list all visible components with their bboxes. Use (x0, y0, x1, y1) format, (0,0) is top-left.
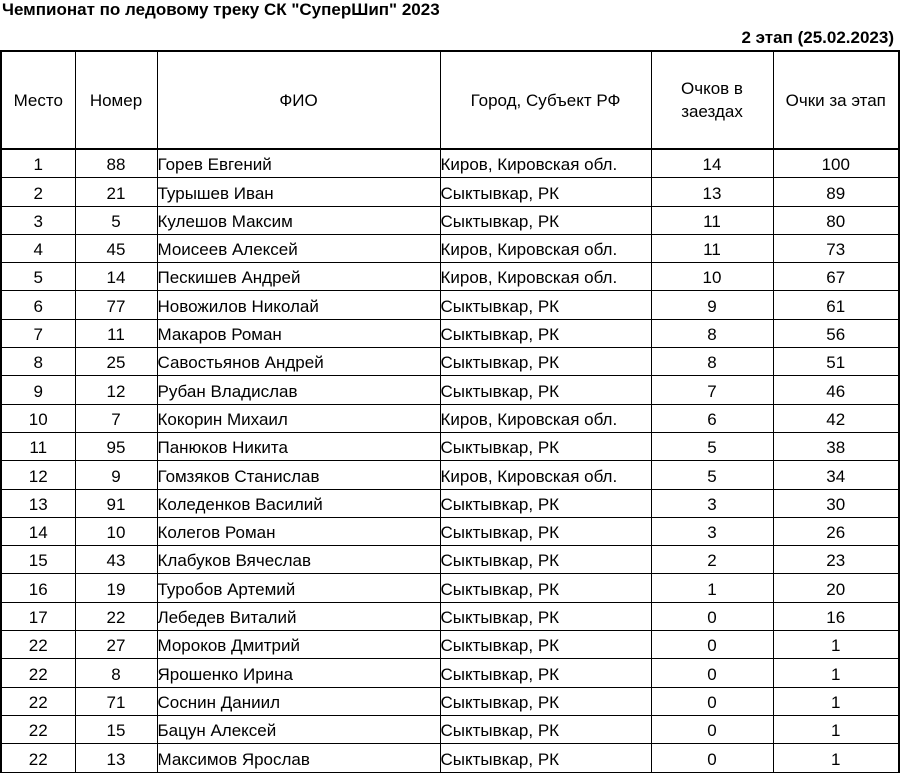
cell-stage-points: 56 (773, 319, 899, 347)
table-row (1, 376, 899, 404)
cell-stage-points: 16 (773, 602, 899, 630)
cell-name: Новожилов Николай (157, 291, 440, 319)
cell-city: Сыктывкар, РК (440, 715, 651, 743)
cell-city: Сыктывкар, РК (440, 602, 651, 630)
cell-race-points: 2 (651, 546, 773, 574)
stage-date: 2 этап (25.02.2023) (741, 28, 894, 47)
cell-place: 1 (1, 149, 75, 178)
cell-stage-points: 1 (773, 744, 899, 772)
table-row (1, 574, 899, 602)
cell-number: 15 (75, 715, 157, 743)
cell-city: Сыктывкар, РК (440, 659, 651, 687)
cell-place: 2 (1, 178, 75, 206)
cell-race-points: 10 (651, 263, 773, 291)
cell-stage-points: 20 (773, 574, 899, 602)
table-row (1, 404, 899, 432)
results-table (0, 50, 900, 773)
cell-name: Кокорин Михаил (157, 404, 440, 432)
cell-number: 7 (75, 404, 157, 432)
cell-race-points: 14 (651, 149, 773, 178)
cell-race-points: 0 (651, 659, 773, 687)
cell-stage-points: 34 (773, 461, 899, 489)
cell-stage-points: 61 (773, 291, 899, 319)
cell-city: Сыктывкар, РК (440, 744, 651, 772)
cell-race-points: 8 (651, 348, 773, 376)
cell-city: Киров, Кировская обл. (440, 234, 651, 262)
table-row (1, 744, 899, 772)
table-row (1, 631, 899, 659)
cell-name: Лебедев Виталий (157, 602, 440, 630)
cell-city: Киров, Кировская обл. (440, 461, 651, 489)
cell-number: 27 (75, 631, 157, 659)
cell-place: 22 (1, 715, 75, 743)
cell-city: Сыктывкар, РК (440, 291, 651, 319)
cell-number: 5 (75, 206, 157, 234)
cell-place: 7 (1, 319, 75, 347)
cell-place: 11 (1, 432, 75, 460)
cell-stage-points: 67 (773, 263, 899, 291)
cell-place: 16 (1, 574, 75, 602)
cell-stage-points: 1 (773, 659, 899, 687)
cell-city: Сыктывкар, РК (440, 376, 651, 404)
cell-name: Горев Евгений (157, 149, 440, 178)
cell-number: 14 (75, 263, 157, 291)
cell-number: 45 (75, 234, 157, 262)
cell-number: 11 (75, 319, 157, 347)
cell-place: 8 (1, 348, 75, 376)
cell-race-points: 3 (651, 517, 773, 545)
table-row (1, 489, 899, 517)
cell-stage-points: 1 (773, 715, 899, 743)
cell-stage-points: 100 (773, 149, 899, 178)
cell-number: 13 (75, 744, 157, 772)
cell-number: 77 (75, 291, 157, 319)
cell-place: 22 (1, 659, 75, 687)
table-row (1, 546, 899, 574)
cell-number: 21 (75, 178, 157, 206)
cell-place: 4 (1, 234, 75, 262)
cell-name: Турышев Иван (157, 178, 440, 206)
cell-race-points: 0 (651, 687, 773, 715)
table-row (1, 517, 899, 545)
cell-race-points: 0 (651, 715, 773, 743)
column-header-race-points: Очков в заездах (651, 51, 773, 149)
cell-name: Соснин Даниил (157, 687, 440, 715)
table-row (1, 319, 899, 347)
table-row (1, 461, 899, 489)
cell-race-points: 7 (651, 376, 773, 404)
cell-race-points: 11 (651, 206, 773, 234)
cell-place: 5 (1, 263, 75, 291)
cell-name: Моисеев Алексей (157, 234, 440, 262)
cell-name: Мороков Дмитрий (157, 631, 440, 659)
column-header-name: ФИО (157, 51, 440, 149)
cell-race-points: 11 (651, 234, 773, 262)
cell-race-points: 8 (651, 319, 773, 347)
cell-city: Сыктывкар, РК (440, 517, 651, 545)
table-row (1, 234, 899, 262)
cell-city: Сыктывкар, РК (440, 687, 651, 715)
cell-stage-points: 80 (773, 206, 899, 234)
cell-number: 43 (75, 546, 157, 574)
column-header-number: Номер (75, 51, 157, 149)
cell-number: 22 (75, 602, 157, 630)
table-row (1, 602, 899, 630)
cell-name: Колегов Роман (157, 517, 440, 545)
cell-race-points: 9 (651, 291, 773, 319)
cell-name: Коледенков Василий (157, 489, 440, 517)
table-row (1, 206, 899, 234)
cell-place: 22 (1, 687, 75, 715)
cell-race-points: 0 (651, 631, 773, 659)
cell-place: 22 (1, 631, 75, 659)
table-row (1, 715, 899, 743)
page-title: Чемпионат по ледовому треку СК "СуперШип" 2023 (2, 0, 440, 19)
cell-number: 91 (75, 489, 157, 517)
table-row (1, 687, 899, 715)
column-header-place: Место (1, 51, 75, 149)
table-row (1, 432, 899, 460)
table-row (1, 348, 899, 376)
cell-name: Макаров Роман (157, 319, 440, 347)
cell-race-points: 5 (651, 461, 773, 489)
cell-stage-points: 26 (773, 517, 899, 545)
cell-race-points: 6 (651, 404, 773, 432)
cell-number: 95 (75, 432, 157, 460)
table-header-row (1, 51, 899, 149)
cell-name: Панюков Никита (157, 432, 440, 460)
cell-name: Рубан Владислав (157, 376, 440, 404)
cell-place: 17 (1, 602, 75, 630)
cell-city: Киров, Кировская обл. (440, 149, 651, 178)
cell-name: Клабуков Вячеслав (157, 546, 440, 574)
cell-number: 9 (75, 461, 157, 489)
cell-number: 19 (75, 574, 157, 602)
cell-stage-points: 46 (773, 376, 899, 404)
table-row (1, 659, 899, 687)
cell-race-points: 5 (651, 432, 773, 460)
cell-city: Сыктывкар, РК (440, 348, 651, 376)
cell-number: 88 (75, 149, 157, 178)
cell-stage-points: 1 (773, 631, 899, 659)
column-header-stage-points: Очки за этап (773, 51, 899, 149)
cell-number: 12 (75, 376, 157, 404)
cell-place: 13 (1, 489, 75, 517)
cell-city: Сыктывкар, РК (440, 546, 651, 574)
cell-place: 15 (1, 546, 75, 574)
cell-city: Сыктывкар, РК (440, 178, 651, 206)
cell-stage-points: 23 (773, 546, 899, 574)
cell-stage-points: 38 (773, 432, 899, 460)
cell-race-points: 0 (651, 744, 773, 772)
cell-number: 8 (75, 659, 157, 687)
cell-city: Сыктывкар, РК (440, 574, 651, 602)
cell-name: Ярошенко Ирина (157, 659, 440, 687)
cell-name: Максимов Ярослав (157, 744, 440, 772)
cell-city: Киров, Кировская обл. (440, 404, 651, 432)
cell-place: 22 (1, 744, 75, 772)
table-row (1, 149, 899, 178)
cell-number: 25 (75, 348, 157, 376)
cell-place: 9 (1, 376, 75, 404)
cell-stage-points: 51 (773, 348, 899, 376)
cell-stage-points: 42 (773, 404, 899, 432)
cell-city: Киров, Кировская обл. (440, 263, 651, 291)
cell-place: 12 (1, 461, 75, 489)
cell-number: 71 (75, 687, 157, 715)
cell-name: Кулешов Максим (157, 206, 440, 234)
cell-stage-points: 89 (773, 178, 899, 206)
cell-name: Гомзяков Станислав (157, 461, 440, 489)
cell-stage-points: 73 (773, 234, 899, 262)
cell-name: Туробов Артемий (157, 574, 440, 602)
cell-name: Пескишев Андрей (157, 263, 440, 291)
cell-city: Сыктывкар, РК (440, 432, 651, 460)
column-header-city: Город, Субъект РФ (440, 51, 651, 149)
cell-race-points: 1 (651, 574, 773, 602)
cell-number: 10 (75, 517, 157, 545)
cell-race-points: 3 (651, 489, 773, 517)
cell-city: Сыктывкар, РК (440, 319, 651, 347)
table-row (1, 291, 899, 319)
table-row (1, 178, 899, 206)
cell-place: 14 (1, 517, 75, 545)
cell-name: Савостьянов Андрей (157, 348, 440, 376)
cell-name: Бацун Алексей (157, 715, 440, 743)
cell-race-points: 13 (651, 178, 773, 206)
cell-place: 10 (1, 404, 75, 432)
cell-stage-points: 30 (773, 489, 899, 517)
cell-race-points: 0 (651, 602, 773, 630)
cell-city: Сыктывкар, РК (440, 206, 651, 234)
cell-stage-points: 1 (773, 687, 899, 715)
cell-place: 6 (1, 291, 75, 319)
cell-city: Сыктывкар, РК (440, 489, 651, 517)
cell-city: Сыктывкар, РК (440, 631, 651, 659)
table-row (1, 263, 899, 291)
cell-place: 3 (1, 206, 75, 234)
